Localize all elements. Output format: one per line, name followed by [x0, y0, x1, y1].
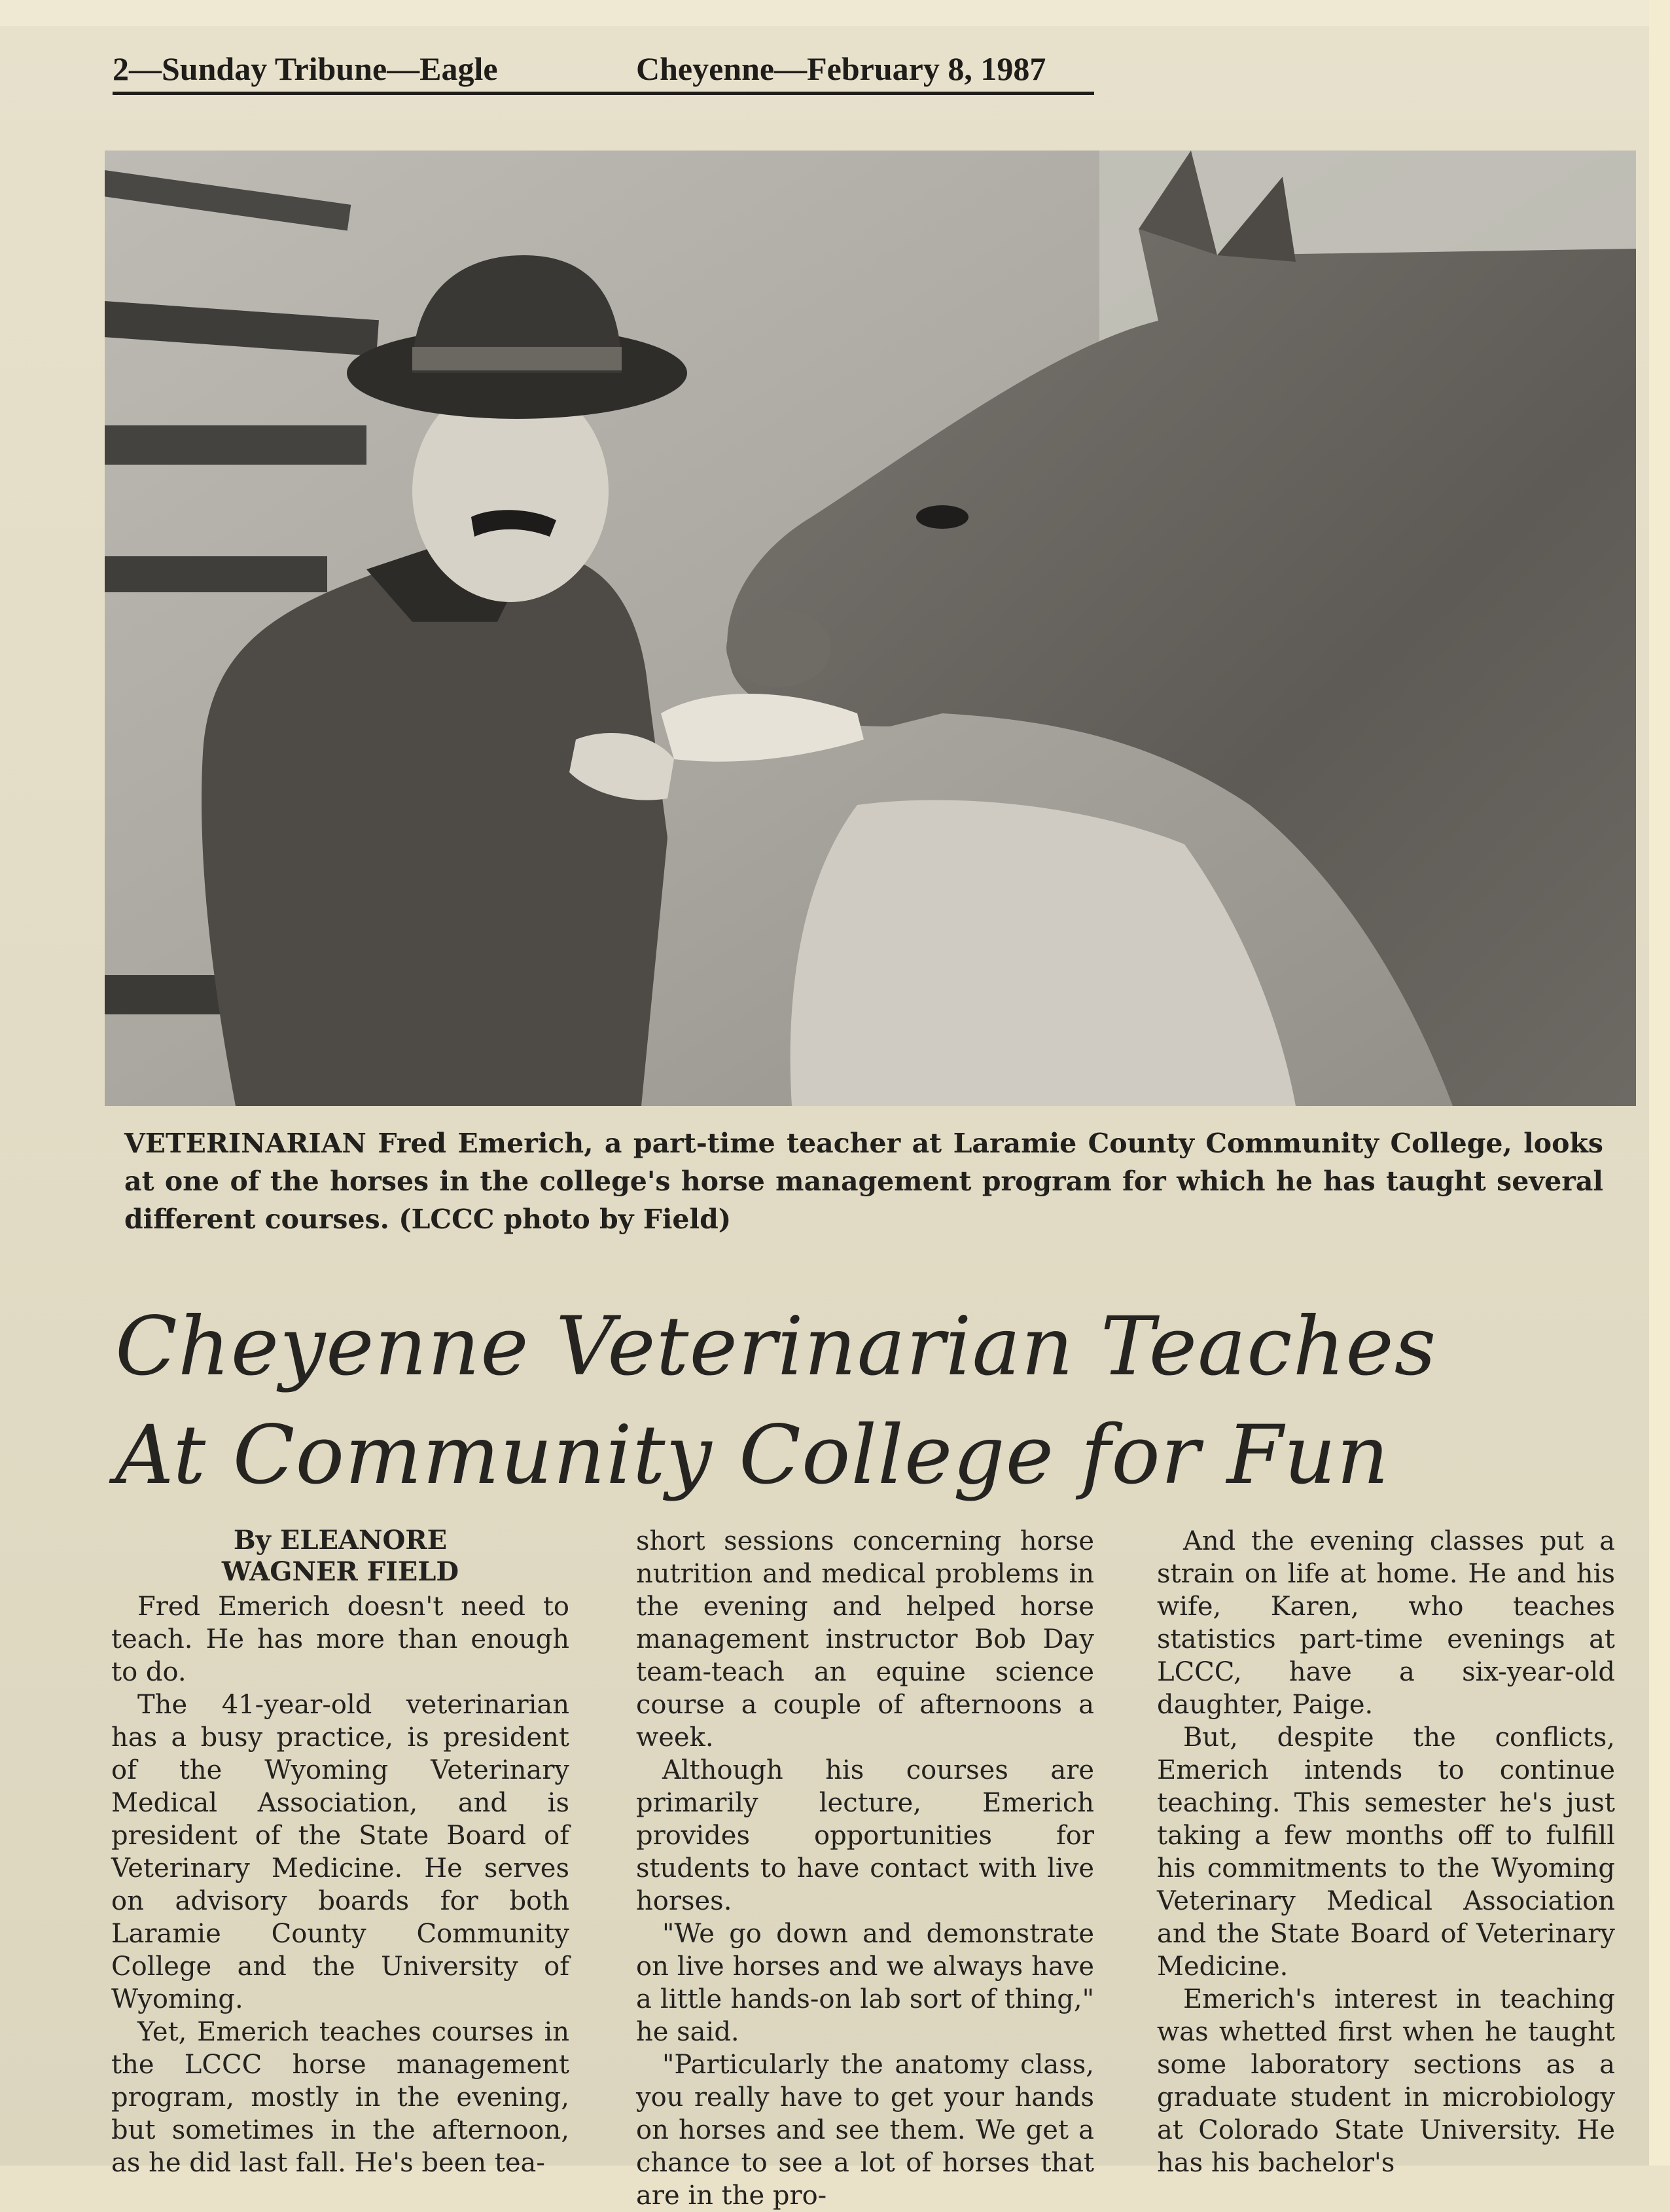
- paragraph: short sessions concerning horse nutrition and medical problems in the evening and helped horse management instructor Bob Day team-teach an equine science course a couple of afternoons a week.: [636, 1526, 1094, 1753]
- header-paper-name: 2—Sunday Tribune—Eagle: [113, 50, 498, 87]
- paragraph: Although his courses are primarily lecture, Emerich provides opportunities for students to have contact with live horses.: [636, 1755, 1094, 1916]
- paragraph: But, despite the conflicts, Emerich intends to continue teaching. This semester he's just taking a few months off to fulfill his commitments to the Wyoming Veterinary Medical Association and the State Board of Veterinary Medicine.: [1157, 1722, 1615, 1982]
- header-dateline: Cheyenne—February 8, 1987: [636, 50, 1046, 87]
- article-column-1: [111, 1525, 569, 2179]
- headline-line-2: At Community College for Fun: [115, 1408, 1390, 1503]
- article-column-2: [636, 1525, 1094, 2212]
- paragraph: And the evening classes put a strain on life at home. He and his wife, Karen, who teaches statistics part-time evenings at LCCC, have a six-year-old daughter, Paige.: [1157, 1526, 1615, 1720]
- headline-line-1: Cheyenne Veterinarian Teaches: [115, 1300, 1437, 1394]
- paper-right-edge: [1649, 0, 1670, 2166]
- article-column-3: [1157, 1525, 1615, 2179]
- paragraph: Emerich's interest in teaching was whetted first when he taught some laboratory sections as a graduate student in microbiology at Colorado State University. He has his bachelor's: [1157, 1984, 1615, 2178]
- byline-line-1: By ELEANORE: [233, 1525, 448, 1556]
- photo-veterinarian-with-horse: [105, 151, 1636, 1106]
- article-headline: [115, 1293, 1646, 1510]
- page-header: [113, 46, 1094, 95]
- paragraph: "Particularly the anatomy class, you really have to get your hands on horses and see them. We get a chance to see a lot of horses that are in the pro-: [636, 2050, 1094, 2211]
- photo-illustration: [105, 151, 1636, 1106]
- byline-line-2: WAGNER FIELD: [221, 1556, 459, 1587]
- photo-caption: VETERINARIAN Fred Emerich, a part-time teacher at Laramie County Community College, looks at one of the horses in the college's horse management program for which he has taught several different courses. (LCCC photo by Field): [124, 1128, 1603, 1235]
- paper-top-edge: [0, 0, 1649, 26]
- paragraph: Yet, Emerich teaches courses in the LCCC horse management program, mostly in the evening, but sometimes in the afternoon, as he did last fall. He's been tea-: [111, 2017, 569, 2178]
- paragraph: Fred Emerich doesn't need to teach. He has more than enough to do.: [111, 1592, 569, 1687]
- paragraph: The 41-year-old veterinarian has a busy practice, is president of the Wyoming Veterinary Medical Association, and is president of the State Board of Veterinary Medicine. He serves on advisory boards for both Laramie County Community College and the University of Wyoming.: [111, 1690, 569, 2014]
- byline: [111, 1525, 569, 1588]
- paragraph: "We go down and demonstrate on live horses and we always have a little hands-on lab sort of thing," he said.: [636, 1919, 1094, 2047]
